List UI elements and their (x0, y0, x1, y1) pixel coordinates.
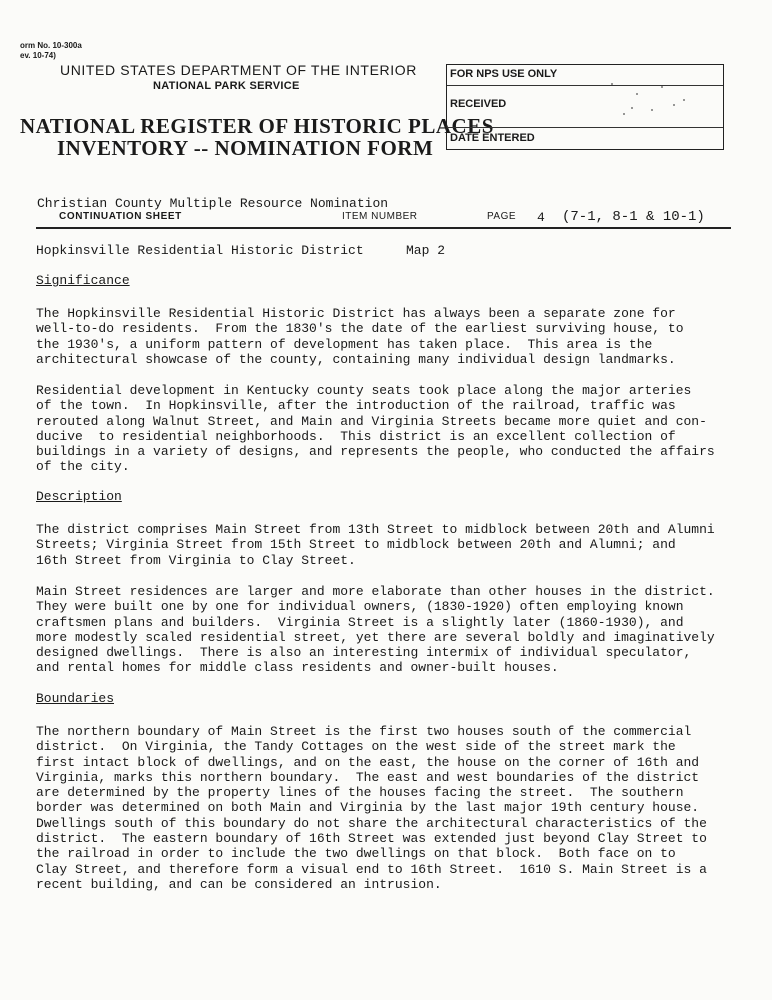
significance-heading: Significance (36, 273, 130, 288)
nps-use-only-label: FOR NPS USE ONLY (450, 68, 558, 80)
speck-mark (651, 109, 653, 111)
nps-use-box (446, 64, 724, 150)
form-number (20, 41, 82, 61)
continuation-sheet-label: CONTINUATION SHEET (59, 211, 182, 222)
boundaries-heading: Boundaries (36, 691, 115, 706)
description-paragraph: The district comprises Main Street from 13th Street to midblock between 20th and Alumni Streets; Virginia Street from 15th Street to midblock between 20th and Alumni; and 16th Street from Virginia to Clay Street. (36, 522, 715, 568)
district-name: Hopkinsville Residential Historic District (36, 243, 364, 258)
nomination-title: Christian County Multiple Resource Nomination (37, 196, 389, 211)
item-number-label: ITEM NUMBER (342, 211, 418, 222)
page-number: 4 (537, 210, 545, 225)
speck-mark (683, 99, 685, 101)
form-title-line-1: NATIONAL REGISTER OF HISTORIC PLACES (20, 114, 494, 138)
significance-paragraph: The Hopkinsville Residential Historic District has always been a separate zone for well-to-do residents. From the 1830's the date of the earliest surviving house, to the 1930's, a uniform pattern of development has taken place. This area is the architectural showcase of the county, containing many individual design landmarks. (36, 306, 684, 367)
significance-paragraph: Residential development in Kentucky county seats took place along the major arteries of the town. In Hopkinsville, after the introduction of the railroad, traffic was rerouted along Walnut Street, and Main and Virginia Streets became more quiet and con- ducive to residential neighborhoods. This district is an excellent collection of buildings in a variety of designs, and represents the people, who conducted the affairs of the city. (36, 383, 715, 475)
description-paragraph: Main Street residences are larger and more elaborate than other houses in the district. They were built one by one for individual owners, (1830-1920) often employing known craftsmen plans and builders. Virginia Street is a slightly later (1860-1930), and more modestly scaled residential street, yet there are several boldly and imaginatively designed dwellings. There is also an interesting intermix of individual speculator, and rental homes for middle class residents and owner-built houses. (36, 584, 715, 676)
speck-mark (661, 86, 663, 88)
date-entered-label: DATE ENTERED (450, 132, 535, 144)
boundaries-paragraph: The northern boundary of Main Street is the first two houses south of the commercial district. On Virginia, the Tandy Cottages on the west side of the street mark the first intact block of dwellings, and on the east, the house on the corner of 16th and Virginia, marks this northern boundary. The east and west boundaries of the district are determined by the property lines of the houses facing the street. The southern border was determined on both Main and Virginia by the last major 19th century house. Dwellings south of this boundary do not share the architectural characteristics of the district. The eastern boundary of 16th Street was extended just beyond Clay Street to the railroad in order to include the two dwellings on that block. Both face on to Clay Street, and therefore form a visual end to 16th Street. 1610 S. Main Street is a recent building, and can be considered an intrusion. (36, 724, 707, 892)
form-revision-line: ev. 10-74) (20, 51, 56, 60)
page-range: (7-1, 8-1 & 10-1) (562, 209, 705, 225)
speck-mark (611, 83, 613, 85)
department-heading: UNITED STATES DEPARTMENT OF THE INTERIOR (60, 62, 417, 78)
map-reference: Map 2 (406, 243, 446, 258)
page-label: PAGE (487, 211, 517, 222)
form-number-line: orm No. 10-300a (20, 41, 82, 50)
nps-box-divider (447, 127, 723, 128)
description-heading: Description (36, 489, 122, 504)
speck-mark (673, 104, 675, 106)
nps-box-divider (447, 85, 723, 86)
service-heading: NATIONAL PARK SERVICE (153, 80, 300, 92)
form-title-line-2: INVENTORY -- NOMINATION FORM (57, 136, 434, 160)
speck-mark (623, 113, 625, 115)
speck-mark (631, 107, 633, 109)
received-label: RECEIVED (450, 98, 507, 110)
speck-mark (636, 93, 638, 95)
header-rule (36, 227, 731, 229)
